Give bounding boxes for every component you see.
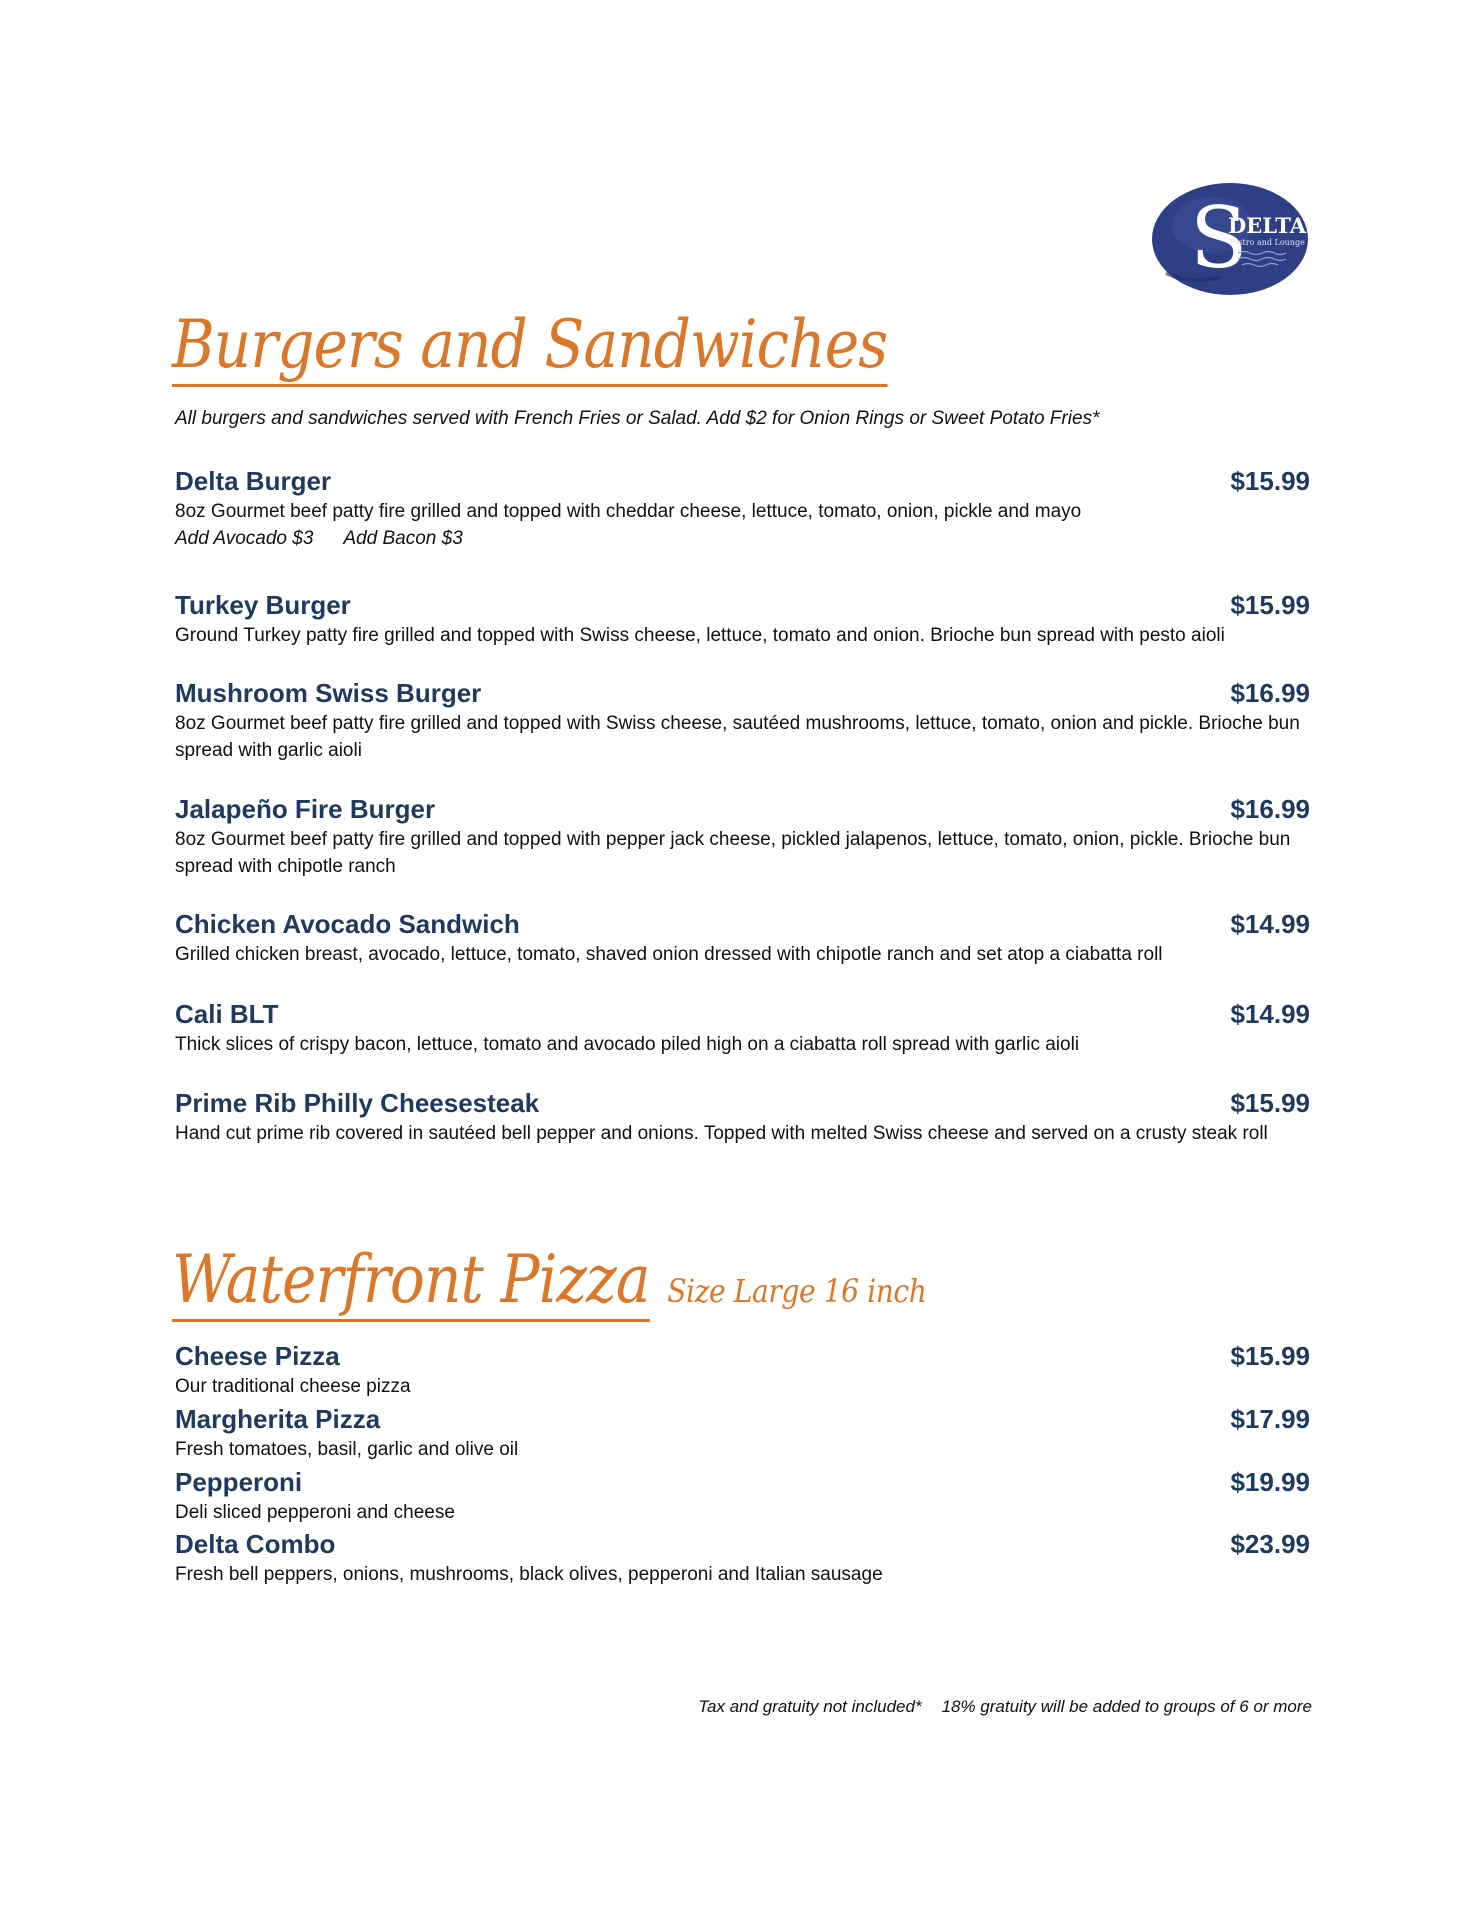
item-description: Deli sliced pepperoni and cheese	[175, 1502, 455, 1523]
item-name: Cali BLT	[175, 999, 279, 1029]
burgers-section-title	[172, 306, 888, 387]
footer-notes	[698, 1697, 1312, 1717]
item-price: $15.99	[1230, 1088, 1310, 1118]
item-name: Cheese Pizza	[175, 1341, 340, 1371]
item-name: Delta Combo	[175, 1529, 336, 1559]
item-price: $15.99	[1230, 1341, 1310, 1371]
item-name: Chicken Avocado Sandwich	[175, 909, 520, 939]
item-description: Fresh bell peppers, onions, mushrooms, black olives, pepperoni and Italian sausage	[175, 1564, 883, 1585]
menu-item	[175, 677, 1310, 764]
item-name: Margherita Pizza	[175, 1404, 381, 1434]
menu-item	[175, 1340, 1310, 1400]
tax-note: Tax and gratuity not included*	[698, 1697, 922, 1716]
menu-item	[175, 1403, 1310, 1463]
item-addons	[175, 525, 1310, 552]
pizza-section-title	[172, 1241, 927, 1322]
menu-item	[175, 1466, 1310, 1526]
logo-name: DELTA	[1228, 213, 1307, 238]
menu-item	[175, 908, 1310, 968]
item-name: Mushroom Swiss Burger	[175, 678, 482, 708]
pizza-title-text: Waterfront Pizza	[172, 1247, 650, 1322]
item-name: Turkey Burger	[175, 590, 351, 620]
item-description: Our traditional cheese pizza	[175, 1376, 411, 1397]
logo-tagline: Bistro and Lounge	[1230, 238, 1305, 247]
addon-avocado: Add Avocado $3	[175, 528, 314, 549]
item-name: Pepperoni	[175, 1467, 303, 1497]
menu-item	[175, 1087, 1310, 1147]
item-description: 8oz Gourmet beef patty fire grilled and topped with Swiss cheese, sautéed mushrooms, lettuce, tomato, onion and pickle. Brioche bun spread with garlic aioli	[175, 713, 1300, 761]
item-name: Delta Burger	[175, 466, 332, 496]
item-price: $15.99	[1230, 590, 1310, 620]
item-price: $16.99	[1230, 794, 1310, 824]
item-price: $15.99	[1230, 466, 1310, 496]
logo-letter: S	[1190, 189, 1248, 287]
burgers-sides-note: All burgers and sandwiches served with French Fries or Salad. Add $2 for Onion Rings or Sweet Potato Fries*	[175, 408, 1100, 429]
item-description: Thick slices of crispy bacon, lettuce, tomato and avocado piled high on a ciabatta roll spread with garlic aioli	[175, 1034, 1080, 1055]
item-price: $14.99	[1230, 909, 1310, 939]
item-description: Grilled chicken breast, avocado, lettuce, tomato, shaved onion dressed with chipotle ranch and set atop a ciabatta roll	[175, 944, 1163, 965]
menu-item	[175, 465, 1310, 552]
item-price: $16.99	[1230, 678, 1310, 708]
item-price: $14.99	[1230, 999, 1310, 1029]
menu-item	[175, 998, 1310, 1058]
item-description: Ground Turkey patty fire grilled and topped with Swiss cheese, lettuce, tomato and onion. Brioche bun spread with pesto aioli	[175, 625, 1225, 646]
item-description: Fresh tomatoes, basil, garlic and olive oil	[175, 1439, 519, 1460]
menu-item	[175, 1528, 1310, 1588]
item-name: Jalapeño Fire Burger	[175, 794, 436, 824]
delta-logo	[1150, 181, 1310, 297]
menu-item	[175, 589, 1310, 649]
burgers-title-text: Burgers and Sandwiches	[172, 312, 887, 387]
item-description: Hand cut prime rib covered in sautéed bell pepper and onions. Topped with melted Swiss cheese and served on a crusty steak roll	[175, 1123, 1268, 1144]
addon-bacon: Add Bacon $3	[343, 528, 463, 549]
item-description: 8oz Gourmet beef patty fire grilled and topped with pepper jack cheese, pickled jalapenos, lettuce, tomato, onion, pickle. Brioche bun spread with chipotle ranch	[175, 829, 1291, 877]
gratuity-note: 18% gratuity will be added to groups of 6 or more	[941, 1697, 1312, 1716]
item-name: Prime Rib Philly Cheesesteak	[175, 1088, 540, 1118]
item-description: 8oz Gourmet beef patty fire grilled and topped with cheddar cheese, lettuce, tomato, onion, pickle and mayo	[175, 501, 1082, 522]
pizza-size-subtitle: Size Large 16 inch	[667, 1272, 927, 1310]
item-price: $19.99	[1230, 1467, 1310, 1497]
item-price: $23.99	[1230, 1529, 1310, 1559]
item-price: $17.99	[1230, 1404, 1310, 1434]
menu-item	[175, 793, 1310, 880]
